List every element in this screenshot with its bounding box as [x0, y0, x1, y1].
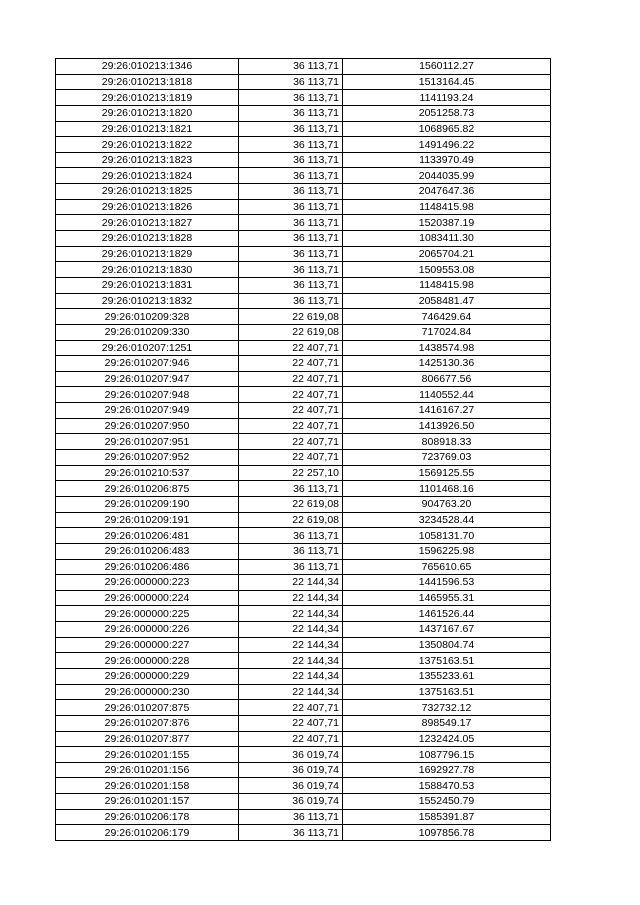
cost-cell: 904763.20	[343, 496, 551, 512]
cost-cell: 723769.03	[343, 450, 551, 466]
table-row	[56, 590, 551, 606]
area-cell: 22 407,71	[239, 450, 343, 466]
table-row	[56, 262, 551, 278]
cost-cell: 1140552.44	[343, 387, 551, 403]
table-row	[56, 152, 551, 168]
cost-cell: 1520387.19	[343, 215, 551, 231]
cost-cell: 1588470.53	[343, 778, 551, 794]
area-cell: 36 113,71	[239, 90, 343, 106]
cost-cell: 1585391.87	[343, 809, 551, 825]
cadastral-number-cell: 29:26:000000:223	[56, 575, 239, 591]
cadastral-number-cell: 29:26:010206:486	[56, 559, 239, 575]
area-cell: 36 113,71	[239, 152, 343, 168]
cadastral-number-cell: 29:26:010207:949	[56, 403, 239, 419]
table-row	[56, 668, 551, 684]
cadastral-number-cell: 29:26:010213:1821	[56, 121, 239, 137]
cost-cell: 1416167.27	[343, 403, 551, 419]
area-cell: 36 113,71	[239, 246, 343, 262]
area-cell: 36 113,71	[239, 825, 343, 841]
table-row	[56, 700, 551, 716]
area-cell: 22 407,71	[239, 356, 343, 372]
table-row	[56, 356, 551, 372]
cost-cell: 1068965.82	[343, 121, 551, 137]
cost-cell: 1375163.51	[343, 653, 551, 669]
cadastral-number-cell: 29:26:010207:947	[56, 371, 239, 387]
table-row	[56, 465, 551, 481]
table-row	[56, 481, 551, 497]
cost-cell: 1413926.50	[343, 418, 551, 434]
cadastral-number-cell: 29:26:010209:190	[56, 496, 239, 512]
cost-cell: 1355233.61	[343, 668, 551, 684]
area-cell: 36 113,71	[239, 74, 343, 90]
table-row	[56, 606, 551, 622]
cost-cell: 1148415.98	[343, 199, 551, 215]
table-row	[56, 512, 551, 528]
cost-cell: 717024.84	[343, 324, 551, 340]
cadastral-number-cell: 29:26:000000:224	[56, 590, 239, 606]
table-row	[56, 794, 551, 810]
cadastral-number-cell: 29:26:010209:328	[56, 309, 239, 325]
table-row	[56, 543, 551, 559]
table-row	[56, 105, 551, 121]
cadastral-number-cell: 29:26:010207:948	[56, 387, 239, 403]
cadastral-number-cell: 29:26:010207:1251	[56, 340, 239, 356]
cadastral-number-cell: 29:26:010206:483	[56, 543, 239, 559]
area-cell: 36 113,71	[239, 559, 343, 575]
cadastral-number-cell: 29:26:010213:1832	[56, 293, 239, 309]
cost-cell: 2051258.73	[343, 105, 551, 121]
table-row	[56, 559, 551, 575]
cadastral-number-cell: 29:26:010201:158	[56, 778, 239, 794]
area-cell: 22 407,71	[239, 715, 343, 731]
table-row	[56, 184, 551, 200]
cost-cell: 3234528.44	[343, 512, 551, 528]
area-cell: 22 144,34	[239, 606, 343, 622]
area-cell: 36 113,71	[239, 231, 343, 247]
area-cell: 22 144,34	[239, 575, 343, 591]
cost-cell: 1148415.98	[343, 277, 551, 293]
cadastral-number-cell: 29:26:010201:155	[56, 747, 239, 763]
table-row	[56, 231, 551, 247]
cadastral-number-cell: 29:26:010206:178	[56, 809, 239, 825]
cadastral-number-cell: 29:26:010213:1823	[56, 152, 239, 168]
cost-cell: 1097856.78	[343, 825, 551, 841]
cadastral-number-cell: 29:26:010201:156	[56, 762, 239, 778]
cost-cell: 1461526.44	[343, 606, 551, 622]
area-cell: 36 019,74	[239, 778, 343, 794]
cost-cell: 765610.65	[343, 559, 551, 575]
area-cell: 22 144,34	[239, 590, 343, 606]
area-cell: 36 113,71	[239, 215, 343, 231]
area-cell: 22 144,34	[239, 668, 343, 684]
table-row	[56, 684, 551, 700]
cadastral-number-cell: 29:26:010210:537	[56, 465, 239, 481]
table-row	[56, 528, 551, 544]
cost-cell: 1425130.36	[343, 356, 551, 372]
area-cell: 22 144,34	[239, 637, 343, 653]
cost-cell: 1692927.78	[343, 762, 551, 778]
table-row	[56, 715, 551, 731]
cadastral-number-cell: 29:26:010207:951	[56, 434, 239, 450]
cost-cell: 1350804.74	[343, 637, 551, 653]
table-row	[56, 762, 551, 778]
cadastral-table	[55, 58, 551, 841]
table-row	[56, 809, 551, 825]
cost-cell: 2044035.99	[343, 168, 551, 184]
table-row	[56, 496, 551, 512]
cost-cell: 2058481.47	[343, 293, 551, 309]
cadastral-number-cell: 29:26:010207:876	[56, 715, 239, 731]
table-row	[56, 168, 551, 184]
area-cell: 36 019,74	[239, 762, 343, 778]
cost-cell: 1509553.08	[343, 262, 551, 278]
cost-cell: 898549.17	[343, 715, 551, 731]
table-row	[56, 653, 551, 669]
table-row	[56, 215, 551, 231]
table-row	[56, 575, 551, 591]
cost-cell: 1087796.15	[343, 747, 551, 763]
area-cell: 22 407,71	[239, 403, 343, 419]
cadastral-number-cell: 29:26:000000:228	[56, 653, 239, 669]
area-cell: 36 113,71	[239, 121, 343, 137]
cost-cell: 808918.33	[343, 434, 551, 450]
area-cell: 22 144,34	[239, 653, 343, 669]
cadastral-number-cell: 29:26:010206:179	[56, 825, 239, 841]
area-cell: 36 019,74	[239, 794, 343, 810]
table-row	[56, 340, 551, 356]
area-cell: 22 257,10	[239, 465, 343, 481]
table-row	[56, 59, 551, 75]
area-cell: 36 113,71	[239, 543, 343, 559]
area-cell: 36 113,71	[239, 199, 343, 215]
table-row	[56, 825, 551, 841]
area-cell: 22 619,08	[239, 496, 343, 512]
cadastral-number-cell: 29:26:010213:1831	[56, 277, 239, 293]
table-row	[56, 199, 551, 215]
cadastral-number-cell: 29:26:010213:1822	[56, 137, 239, 153]
cadastral-number-cell: 29:26:010213:1827	[56, 215, 239, 231]
cadastral-number-cell: 29:26:010213:1824	[56, 168, 239, 184]
cost-cell: 746429.64	[343, 309, 551, 325]
cadastral-number-cell: 29:26:010201:157	[56, 794, 239, 810]
cadastral-number-cell: 29:26:000000:227	[56, 637, 239, 653]
area-cell: 36 113,71	[239, 809, 343, 825]
table-row	[56, 747, 551, 763]
area-cell: 22 144,34	[239, 684, 343, 700]
area-cell: 36 113,71	[239, 59, 343, 75]
table-row	[56, 731, 551, 747]
cost-cell: 1437167.67	[343, 622, 551, 638]
area-cell: 22 407,71	[239, 418, 343, 434]
cadastral-number-cell: 29:26:010207:877	[56, 731, 239, 747]
cadastral-number-cell: 29:26:010207:952	[56, 450, 239, 466]
cost-cell: 1141193.24	[343, 90, 551, 106]
table-row	[56, 137, 551, 153]
area-cell: 22 407,71	[239, 371, 343, 387]
table-row	[56, 418, 551, 434]
table-row	[56, 293, 551, 309]
area-cell: 22 407,71	[239, 340, 343, 356]
table-row	[56, 637, 551, 653]
cadastral-number-cell: 29:26:000000:229	[56, 668, 239, 684]
area-cell: 36 113,71	[239, 168, 343, 184]
cadastral-number-cell: 29:26:010213:1826	[56, 199, 239, 215]
cost-cell: 1560112.27	[343, 59, 551, 75]
cadastral-number-cell: 29:26:000000:230	[56, 684, 239, 700]
area-cell: 36 019,74	[239, 747, 343, 763]
cadastral-number-cell: 29:26:000000:225	[56, 606, 239, 622]
cadastral-number-cell: 29:26:000000:226	[56, 622, 239, 638]
table-row	[56, 74, 551, 90]
cadastral-number-cell: 29:26:010213:1820	[56, 105, 239, 121]
table-row	[56, 622, 551, 638]
cost-cell: 1513164.45	[343, 74, 551, 90]
cadastral-number-cell: 29:26:010209:191	[56, 512, 239, 528]
cost-cell: 1569125.55	[343, 465, 551, 481]
area-cell: 36 113,71	[239, 277, 343, 293]
cost-cell: 1465955.31	[343, 590, 551, 606]
table-row	[56, 371, 551, 387]
area-cell: 36 113,71	[239, 105, 343, 121]
area-cell: 36 113,71	[239, 184, 343, 200]
cost-cell: 2065704.21	[343, 246, 551, 262]
area-cell: 36 113,71	[239, 262, 343, 278]
cost-cell: 1596225.98	[343, 543, 551, 559]
table-row	[56, 121, 551, 137]
cadastral-number-cell: 29:26:010207:875	[56, 700, 239, 716]
cost-cell: 1491496.22	[343, 137, 551, 153]
cadastral-number-cell: 29:26:010213:1829	[56, 246, 239, 262]
area-cell: 36 113,71	[239, 293, 343, 309]
cost-cell: 1375163.51	[343, 684, 551, 700]
cadastral-number-cell: 29:26:010207:946	[56, 356, 239, 372]
table-body	[56, 59, 551, 841]
cadastral-number-cell: 29:26:010206:875	[56, 481, 239, 497]
cadastral-number-cell: 29:26:010207:950	[56, 418, 239, 434]
table-row	[56, 277, 551, 293]
cadastral-number-cell: 29:26:010213:1818	[56, 74, 239, 90]
cost-cell: 1438574.98	[343, 340, 551, 356]
table-row	[56, 403, 551, 419]
cost-cell: 1552450.79	[343, 794, 551, 810]
table-row	[56, 324, 551, 340]
cadastral-number-cell: 29:26:010213:1828	[56, 231, 239, 247]
table-row	[56, 434, 551, 450]
area-cell: 36 113,71	[239, 137, 343, 153]
area-cell: 22 619,08	[239, 309, 343, 325]
cost-cell: 1058131.70	[343, 528, 551, 544]
cost-cell: 1441596.53	[343, 575, 551, 591]
cadastral-number-cell: 29:26:010213:1819	[56, 90, 239, 106]
cost-cell: 806677.56	[343, 371, 551, 387]
cost-cell: 2047647.36	[343, 184, 551, 200]
cost-cell: 1232424.05	[343, 731, 551, 747]
table-row	[56, 387, 551, 403]
cadastral-number-cell: 29:26:010209:330	[56, 324, 239, 340]
area-cell: 22 407,71	[239, 731, 343, 747]
cost-cell: 1101468.16	[343, 481, 551, 497]
table-row	[56, 450, 551, 466]
area-cell: 22 144,34	[239, 622, 343, 638]
cost-cell: 1133970.49	[343, 152, 551, 168]
table-row	[56, 778, 551, 794]
area-cell: 22 407,71	[239, 387, 343, 403]
area-cell: 22 407,71	[239, 700, 343, 716]
cadastral-number-cell: 29:26:010213:1825	[56, 184, 239, 200]
cadastral-number-cell: 29:26:010213:1830	[56, 262, 239, 278]
table-row	[56, 246, 551, 262]
cost-cell: 732732.12	[343, 700, 551, 716]
table-row	[56, 90, 551, 106]
area-cell: 22 619,08	[239, 324, 343, 340]
cadastral-number-cell: 29:26:010213:1346	[56, 59, 239, 75]
cost-cell: 1083411.30	[343, 231, 551, 247]
area-cell: 22 407,71	[239, 434, 343, 450]
area-cell: 36 113,71	[239, 481, 343, 497]
area-cell: 22 619,08	[239, 512, 343, 528]
cadastral-number-cell: 29:26:010206:481	[56, 528, 239, 544]
table-row	[56, 309, 551, 325]
area-cell: 36 113,71	[239, 528, 343, 544]
